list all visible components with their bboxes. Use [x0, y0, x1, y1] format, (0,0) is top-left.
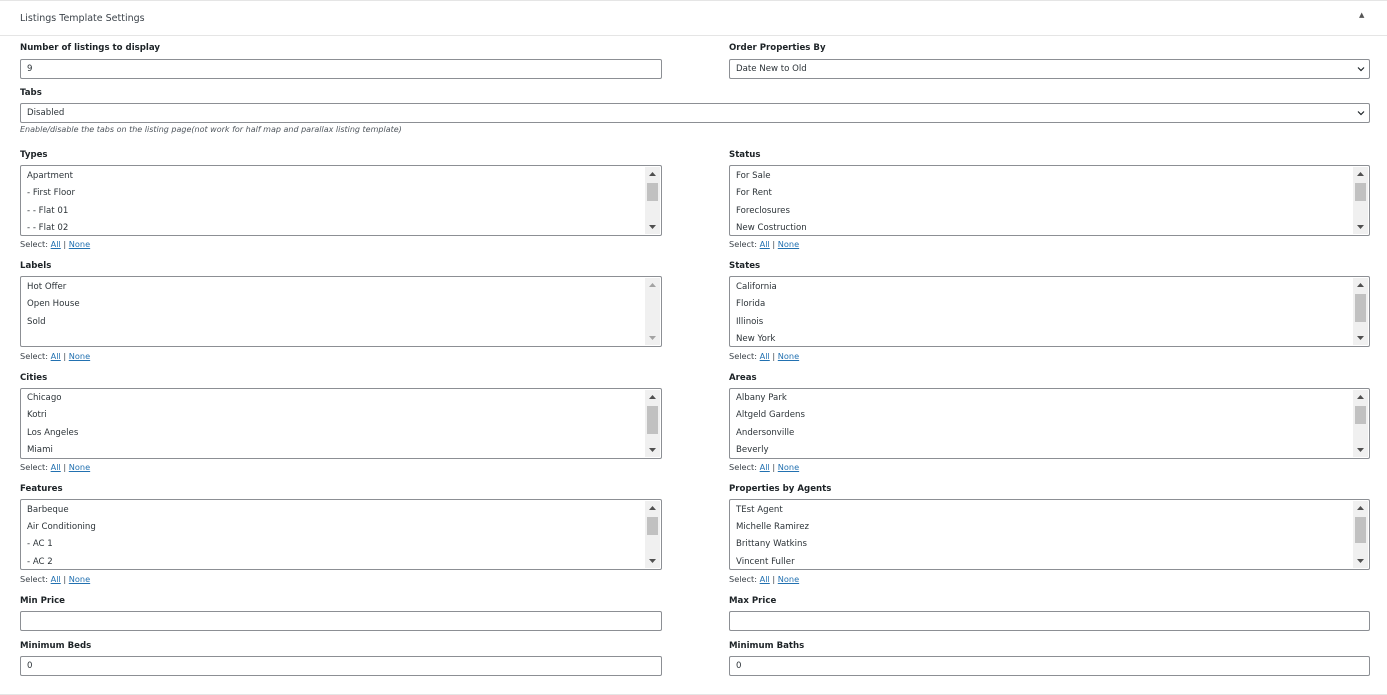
- agents-select-links: [729, 574, 799, 584]
- select-all-link[interactable]: All: [759, 574, 770, 584]
- scrollbar-thumb[interactable]: [1355, 517, 1366, 543]
- scroll-down-arrow-icon[interactable]: [1353, 331, 1368, 345]
- types-select-links: [20, 239, 90, 249]
- labels-select-links: [20, 351, 90, 361]
- cities-select-links: [20, 462, 90, 472]
- list-item[interactable]: - AC 1: [27, 539, 53, 549]
- scroll-down-arrow-icon[interactable]: [1353, 554, 1368, 568]
- order-by-value: Date New to Old: [736, 64, 807, 74]
- separator: |: [772, 462, 776, 472]
- scroll-up-arrow-icon[interactable]: [645, 390, 660, 404]
- states-listbox[interactable]: [729, 276, 1370, 347]
- features-label: Features: [20, 484, 63, 494]
- separator: |: [63, 574, 67, 584]
- list-item[interactable]: Miami: [27, 445, 53, 455]
- scroll-up-arrow-icon[interactable]: [1353, 167, 1368, 181]
- max-price-input[interactable]: [729, 611, 1370, 631]
- scroll-down-arrow-icon[interactable]: [645, 554, 660, 568]
- list-item[interactable]: Sold: [27, 317, 46, 327]
- tabs-select[interactable]: [20, 103, 1370, 123]
- list-item[interactable]: Andersonville: [736, 428, 795, 438]
- areas-select-links: [729, 462, 799, 472]
- scroll-up-arrow-icon[interactable]: [1353, 501, 1368, 515]
- list-item[interactable]: Michelle Ramirez: [736, 522, 810, 532]
- chevron-down-icon: [1356, 64, 1366, 74]
- scroll-down-arrow-icon[interactable]: [645, 443, 660, 457]
- states-select-links: [729, 351, 799, 361]
- num-listings-label: Number of listings to display: [20, 43, 160, 53]
- tabs-label: Tabs: [20, 88, 42, 98]
- tabs-help-text: Enable/disable the tabs on the listing page(not work for half map and parallax listing template): [20, 125, 402, 134]
- scrollbar-thumb[interactable]: [647, 517, 658, 535]
- min-beds-label: Minimum Beds: [20, 641, 92, 651]
- list-item[interactable]: - AC 2: [27, 557, 53, 567]
- list-item[interactable]: Beverly: [736, 445, 769, 455]
- select-none-link[interactable]: None: [68, 462, 91, 472]
- scroll-up-arrow-icon[interactable]: [645, 278, 660, 292]
- list-item[interactable]: Albany Park: [736, 393, 787, 403]
- scrollbar-thumb[interactable]: [647, 183, 658, 201]
- list-item[interactable]: Hot Offer: [27, 282, 67, 292]
- list-item[interactable]: TEst Agent: [736, 505, 783, 515]
- triangle-up-icon[interactable]: ▲: [1359, 11, 1365, 19]
- select-all-link[interactable]: All: [50, 351, 61, 361]
- scroll-down-arrow-icon[interactable]: [645, 331, 660, 345]
- status-label: Status: [729, 150, 761, 160]
- separator: |: [772, 239, 776, 249]
- order-by-select[interactable]: [729, 59, 1370, 79]
- select-none-link[interactable]: None: [777, 574, 800, 584]
- scrollbar[interactable]: [645, 501, 660, 568]
- scrollbar-thumb[interactable]: [1355, 183, 1366, 201]
- scroll-down-arrow-icon[interactable]: [1353, 220, 1368, 234]
- status-select-links: [729, 239, 799, 249]
- select-none-link[interactable]: None: [68, 574, 91, 584]
- separator: |: [772, 574, 776, 584]
- order-by-label: Order Properties By: [729, 43, 826, 53]
- scrollbar[interactable]: [645, 167, 660, 234]
- scrollbar-thumb[interactable]: [647, 406, 658, 434]
- list-item[interactable]: For Rent: [736, 188, 772, 198]
- scroll-up-arrow-icon[interactable]: [645, 167, 660, 181]
- select-prefix: Select:: [729, 462, 758, 472]
- list-item[interactable]: Los Angeles: [27, 428, 79, 438]
- scrollbar[interactable]: [1353, 278, 1368, 345]
- labels-listbox[interactable]: [20, 276, 662, 347]
- list-item[interactable]: Apartment: [27, 171, 73, 181]
- list-item[interactable]: California: [736, 282, 777, 292]
- select-none-link[interactable]: None: [68, 239, 91, 249]
- cities-listbox[interactable]: [20, 388, 662, 459]
- select-all-link[interactable]: All: [759, 351, 770, 361]
- agents-listbox[interactable]: [729, 499, 1370, 570]
- scrollbar-thumb[interactable]: [1355, 294, 1366, 322]
- status-listbox[interactable]: [729, 165, 1370, 236]
- list-item[interactable]: Chicago: [27, 393, 62, 403]
- scroll-up-arrow-icon[interactable]: [645, 501, 660, 515]
- scrollbar[interactable]: [645, 278, 660, 345]
- max-price-label: Max Price: [729, 596, 777, 606]
- list-item[interactable]: Foreclosures: [736, 206, 790, 216]
- list-item[interactable]: - - Flat 02: [27, 223, 69, 233]
- types-listbox[interactable]: [20, 165, 662, 236]
- panel-title: Listings Template Settings: [20, 13, 145, 24]
- tabs-value: Disabled: [27, 108, 65, 118]
- scroll-up-arrow-icon[interactable]: [1353, 390, 1368, 404]
- select-none-link[interactable]: None: [777, 351, 800, 361]
- states-label: States: [729, 261, 761, 271]
- separator: |: [772, 351, 776, 361]
- chevron-down-icon: [1356, 108, 1366, 118]
- labels-label: Labels: [20, 261, 52, 271]
- select-prefix: Select:: [729, 574, 758, 584]
- list-item[interactable]: Barbeque: [27, 505, 69, 515]
- list-item[interactable]: - First Floor: [27, 188, 76, 198]
- separator: |: [63, 462, 67, 472]
- types-label: Types: [20, 150, 48, 160]
- select-prefix: Select:: [20, 462, 49, 472]
- select-all-link[interactable]: All: [759, 462, 770, 472]
- list-item[interactable]: - - Flat 01: [27, 206, 69, 216]
- scrollbar[interactable]: [1353, 501, 1368, 568]
- scroll-up-arrow-icon[interactable]: [1353, 278, 1368, 292]
- select-prefix: Select:: [20, 239, 49, 249]
- select-none-link[interactable]: None: [777, 239, 800, 249]
- features-select-links: [20, 574, 90, 584]
- select-all-link[interactable]: All: [50, 462, 61, 472]
- select-prefix: Select:: [20, 351, 49, 361]
- agents-label: Properties by Agents: [729, 484, 832, 494]
- features-listbox[interactable]: [20, 499, 662, 570]
- list-item[interactable]: New York: [736, 334, 776, 344]
- min-price-input[interactable]: [20, 611, 662, 631]
- list-item[interactable]: Altgeld Gardens: [736, 410, 805, 420]
- list-item[interactable]: Florida: [736, 299, 766, 309]
- scroll-down-arrow-icon[interactable]: [1353, 443, 1368, 457]
- list-item[interactable]: Brittany Watkins: [736, 539, 807, 549]
- min-beds-input[interactable]: 0: [20, 656, 662, 676]
- separator: |: [63, 239, 67, 249]
- select-all-link[interactable]: All: [50, 574, 61, 584]
- list-item[interactable]: For Sale: [736, 171, 771, 181]
- list-item[interactable]: Kotri: [27, 410, 47, 420]
- num-listings-input[interactable]: 9: [20, 59, 662, 79]
- select-prefix: Select:: [20, 574, 49, 584]
- min-baths-label: Minimum Baths: [729, 641, 805, 651]
- cities-label: Cities: [20, 373, 48, 383]
- areas-listbox[interactable]: [729, 388, 1370, 459]
- list-item[interactable]: Vincent Fuller: [736, 557, 795, 567]
- select-prefix: Select:: [729, 239, 758, 249]
- panel-header[interactable]: [0, 1, 1387, 36]
- select-none-link[interactable]: None: [68, 351, 91, 361]
- select-all-link[interactable]: All: [759, 239, 770, 249]
- separator: |: [63, 351, 67, 361]
- list-item[interactable]: New Costruction: [736, 223, 807, 233]
- select-none-link[interactable]: None: [777, 462, 800, 472]
- list-item[interactable]: Illinois: [736, 317, 764, 327]
- select-all-link[interactable]: All: [50, 239, 61, 249]
- list-item[interactable]: Air Conditioning: [27, 522, 96, 532]
- scrollbar[interactable]: [645, 390, 660, 457]
- areas-label: Areas: [729, 373, 757, 383]
- scrollbar[interactable]: [1353, 390, 1368, 457]
- select-prefix: Select:: [729, 351, 758, 361]
- min-price-label: Min Price: [20, 596, 66, 606]
- scrollbar[interactable]: [1353, 167, 1368, 234]
- list-item[interactable]: Open House: [27, 299, 80, 309]
- scroll-down-arrow-icon[interactable]: [645, 220, 660, 234]
- min-baths-input[interactable]: 0: [729, 656, 1370, 676]
- scrollbar-thumb[interactable]: [1355, 406, 1366, 424]
